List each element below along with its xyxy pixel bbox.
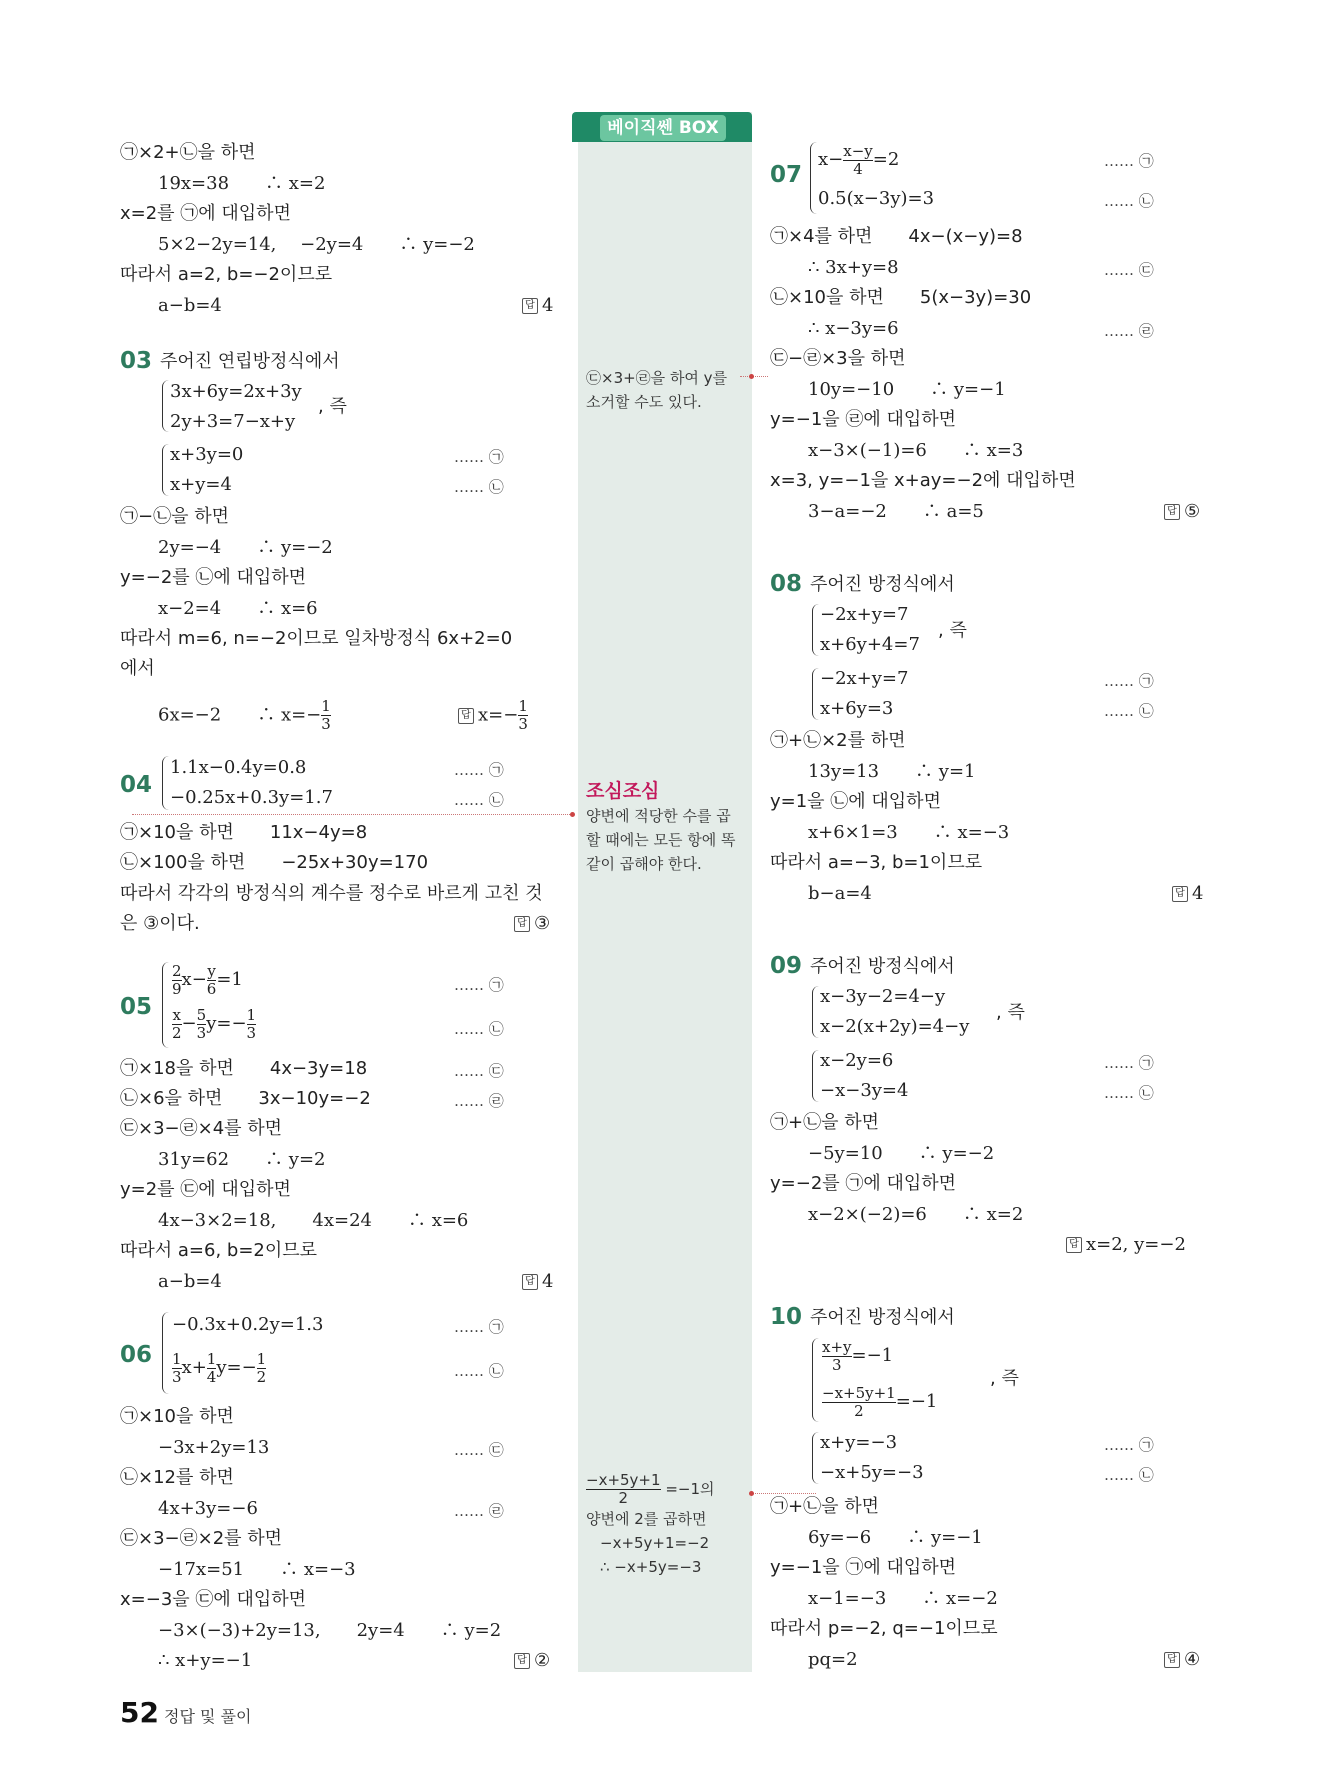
equation-tag: …… ㉡ [1104, 702, 1154, 720]
equation-tag: …… ㉡ [454, 1362, 504, 1380]
equation-tag: …… ㉠ [454, 448, 504, 466]
solution-line: a−b=4 [158, 1271, 222, 1292]
solution-line: x=−3을 ㉢에 대입하면 [120, 1589, 307, 1610]
answer: 답 4 [522, 295, 553, 317]
equation: x−3y−2=4−y [820, 986, 946, 1007]
equation-tag: …… ㉡ [454, 791, 504, 809]
solution-line: 주어진 방정식에서 [810, 956, 955, 977]
equation: x−2y=6 [820, 1050, 894, 1071]
solution-line: ㉠+㉡×2를 하면 [770, 730, 906, 751]
brace [812, 668, 819, 720]
equation: x−2(x+2y)=4−y [820, 1016, 970, 1037]
box-note-1-line: ㉢×3+㉣을 하여 y를 [586, 369, 728, 387]
equation: x+y=4 [170, 474, 232, 495]
solution-line: 주어진 연립방정식에서 [160, 351, 340, 372]
solution-line: ㉡×100을 하면 −25x+30y=170 [120, 852, 429, 873]
answer-icon: 답 [514, 916, 530, 932]
equation-tag: …… ㉠ [1104, 1054, 1154, 1072]
solution-line: , 즉 [990, 1368, 1019, 1389]
equation: −x−3y=4 [820, 1080, 909, 1101]
equation: $\frac{2}{9}$ x− $\frac{y}{6}$ =1 [172, 961, 243, 998]
basic-box-column [578, 112, 752, 1672]
brace [162, 1312, 169, 1394]
fraction: $\frac{5}{3}$ [196, 1005, 207, 1042]
solution-line: −5y=10 ∴ y=−2 [808, 1143, 995, 1164]
fraction: $\frac{1}{3}$ [321, 697, 331, 733]
solution-line: ㉠×4를 하면 4x−(x−y)=8 [770, 226, 1023, 247]
solution-line: x=2를 ㉠에 대입하면 [120, 203, 291, 224]
equation: 3x+6y=2x+3y [170, 381, 302, 402]
solution-line: ∴ x−3y=6 [808, 318, 899, 339]
problem-number: 10 [770, 1304, 803, 1330]
brace [812, 604, 819, 656]
solution-line: 2y=−4 ∴ y=−2 [158, 537, 333, 558]
problem-number: 04 [120, 772, 153, 798]
connector-line [740, 376, 768, 377]
problem-number: 06 [120, 1342, 153, 1368]
solution-line: ㉠+㉡을 하면 [770, 1496, 879, 1517]
equation-tag: …… ㉡ [1104, 1084, 1154, 1102]
equation-tag: …… ㉠ [454, 761, 504, 779]
solution-line: x−2=4 ∴ x=6 [158, 598, 318, 619]
solution-line: y=−2를 ㉠에 대입하면 [770, 1173, 957, 1194]
solution-line: x−3×(−1)=6 ∴ x=3 [808, 440, 1024, 461]
solution-line: y=−1을 ㉣에 대입하면 [770, 409, 957, 430]
solution-line: 10y=−10 ∴ y=−1 [808, 379, 1006, 400]
solution-line: −3×(−3)+2y=13, 2y=4 ∴ y=2 [158, 1620, 502, 1641]
solution-line: 따라서 a=6, b=2이므로 [120, 1240, 318, 1261]
solution-line: ㉡×12를 하면 [120, 1467, 234, 1488]
solution-line: b−a=4 [808, 883, 872, 904]
solution-line: −17x=51 ∴ x=−3 [158, 1559, 356, 1580]
solution-line: ㉠×18을 하면 4x−3y=18 [120, 1058, 368, 1079]
solution-line: y=−1을 ㉠에 대입하면 [770, 1557, 957, 1578]
solution-line: 따라서 a=2, b=−2이므로 [120, 264, 333, 285]
caution-note [586, 804, 746, 876]
brace [162, 756, 169, 810]
answer: 답 4 [522, 1271, 553, 1293]
box-note-3-line: −x+5y+1=−2 [600, 1534, 710, 1552]
equation-tag: …… ㉠ [1104, 152, 1154, 170]
equation: 2y+3=7−x+y [170, 411, 296, 432]
equation-tag: …… ㉠ [454, 976, 504, 994]
solution-line: 3−a=−2 ∴ a=5 [808, 501, 984, 522]
answer-icon: 답 [458, 708, 474, 724]
fraction: $\frac{1}{3}$ [172, 1349, 182, 1386]
equation-tag: …… ㉡ [454, 478, 504, 496]
equation: −x+5y=−3 [820, 1462, 924, 1483]
equation-tag: …… ㉡ [1104, 192, 1154, 210]
brace [812, 986, 819, 1038]
solution-line: 19x=38 ∴ x=2 [158, 173, 326, 194]
solution-line: 따라서 a=−3, b=1이므로 [770, 852, 983, 873]
answer: 답 x=2, y=−2 [1066, 1234, 1186, 1256]
answer: 답 4 [1172, 883, 1203, 905]
equation: −0.25x+0.3y=1.7 [170, 787, 333, 808]
solution-line: y=−2를 ㉡에 대입하면 [120, 567, 307, 588]
equation-tag: …… ㉡ [454, 1020, 504, 1038]
brace [162, 380, 169, 432]
fraction: $\frac{x}{2}$ [172, 1005, 182, 1042]
brace [812, 1050, 819, 1102]
solution-line: 은 ③이다. [120, 913, 200, 934]
solution-line: ∴ x+y=−1 [158, 1650, 253, 1671]
equation: $\frac{1}{3}$ x+ $\frac{1}{4}$ y=− $\frac{1}{2}$ [172, 1349, 267, 1386]
solution-line: pq=2 [808, 1649, 858, 1670]
solution-line: ㉡×6을 하면 3x−10y=−2 [120, 1088, 371, 1109]
caution-line: 같이 곱해야 한다. [586, 855, 702, 873]
answer-icon: 답 [1164, 1652, 1180, 1668]
solution-line: ㉠×10을 하면 11x−4y=8 [120, 822, 368, 843]
equation: x+y=−3 [820, 1432, 898, 1453]
equation: x+3y=0 [170, 444, 244, 465]
solution-line: 따라서 m=6, n=−2이므로 일차방정식 6x+2=0 [120, 628, 513, 649]
equation-tag: …… ㉣ [454, 1502, 504, 1520]
equation: $\frac{-x+5y+1}{2}$ =−1 [822, 1383, 938, 1420]
solution-line: ㉡×10을 하면 5(x−3y)=30 [770, 287, 1032, 308]
answer: 답 ② [514, 1650, 550, 1672]
solution-line: 13y=13 ∴ y=1 [808, 761, 976, 782]
equation: −2x+y=7 [820, 604, 909, 625]
solution-line: 5×2−2y=14, −2y=4 ∴ y=−2 [158, 234, 475, 255]
connector-line [752, 1493, 816, 1494]
box-note-3-line: ∴ −x+5y=−3 [600, 1558, 702, 1576]
answer: 답 ⑤ [1164, 501, 1200, 523]
fraction: $\frac{1}{3}$ [246, 1005, 257, 1042]
connector-line [132, 814, 572, 815]
solution-line: ㉢−㉣×3을 하면 [770, 348, 906, 369]
solution-line: 주어진 방정식에서 [810, 574, 955, 595]
fraction: $\frac{y}{6}$ [206, 961, 217, 998]
fraction: $\frac{1}{2}$ [256, 1349, 267, 1386]
solution-line: 6x=−2 ∴ x=− $\frac{1}{3}$ [158, 697, 331, 733]
solution-line: ㉢×3−㉣×2를 하면 [120, 1528, 283, 1549]
answer-icon: 답 [514, 1653, 530, 1669]
solution-line: y=1을 ㉡에 대입하면 [770, 791, 941, 812]
solution-line: , 즉 [996, 1002, 1025, 1023]
solution-line: ㉠−㉡을 하면 [120, 506, 229, 527]
fraction: $\frac{-x+5y+1}{2}$ [586, 1471, 661, 1507]
equation: x+6y+4=7 [820, 634, 920, 655]
equation-tag: …… ㉣ [454, 1092, 504, 1110]
solution-line: 에서 [120, 658, 155, 679]
equation-tag: …… ㉠ [1104, 1436, 1154, 1454]
solution-line: , 즉 [318, 396, 347, 417]
answer-icon: 답 [1164, 504, 1180, 520]
caution-line: 할 때에는 모든 항에 똑 [586, 831, 736, 849]
answer-icon: 답 [1172, 886, 1188, 902]
solution-line: x−1=−3 ∴ x=−2 [808, 1588, 998, 1609]
box-note-1 [586, 366, 746, 414]
equation-tag: …… ㉢ [1104, 261, 1154, 279]
caution-line: 양변에 적당한 수를 곱 [586, 807, 731, 825]
solution-line: x=3, y=−1을 x+ay=−2에 대입하면 [770, 470, 1076, 491]
footer-label: 정답 및 풀이 [164, 1707, 252, 1726]
solution-line: x+6×1=3 ∴ x=−3 [808, 822, 1010, 843]
caution-title: 조심조심 [586, 780, 660, 802]
box-note-3-line: 양변에 2를 곱하면 [586, 1510, 707, 1528]
answer: 답 x=− $\frac{1}{3}$ [458, 698, 528, 733]
solution-line: −3x+2y=13 [158, 1437, 270, 1458]
brace [812, 1432, 819, 1484]
equation: $\frac{x}{2}$ − $\frac{5}{3}$ y=− $\frac{1}{3}$ [172, 1005, 257, 1042]
solution-line: 31y=62 ∴ y=2 [158, 1149, 326, 1170]
solution-line: ㉢×3−㉣×4를 하면 [120, 1118, 283, 1139]
solution-line: ㉠×2+㉡을 하면 [120, 142, 256, 163]
problem-number: 08 [770, 571, 803, 597]
equation: $\frac{x+y}{3}$ =−1 [822, 1337, 894, 1374]
equation: x− $\frac{x-y}{4}$ =2 [818, 141, 900, 178]
solution-line: 4x−3×2=18, 4x=24 ∴ x=6 [158, 1210, 469, 1231]
equation-tag: …… ㉢ [454, 1441, 504, 1459]
equation: 0.5(x−3y)=3 [818, 188, 935, 209]
solution-line: y=2를 ㉢에 대입하면 [120, 1179, 291, 1200]
answer-icon: 답 [522, 1274, 538, 1290]
problem-number: 07 [770, 162, 803, 188]
equation: x+6y=3 [820, 698, 894, 719]
equation: −0.3x+0.2y=1.3 [172, 1314, 324, 1335]
solution-line: 주어진 방정식에서 [810, 1307, 955, 1328]
equation: −2x+y=7 [820, 668, 909, 689]
answer: 답 ③ [514, 913, 550, 935]
solution-line: 따라서 p=−2, q=−1이므로 [770, 1618, 998, 1639]
equation: 1.1x−0.4y=0.8 [170, 757, 307, 778]
connector-dot [749, 374, 754, 379]
brace [162, 962, 169, 1048]
answer-icon: 답 [1066, 1237, 1082, 1253]
equation-tag: …… ㉠ [1104, 672, 1154, 690]
brace [812, 1338, 819, 1422]
equation-tag: …… ㉡ [1104, 1466, 1154, 1484]
answer: 답 ④ [1164, 1649, 1200, 1671]
brace [162, 444, 169, 496]
solution-line: x−2×(−2)=6 ∴ x=2 [808, 1204, 1024, 1225]
box-header-label: 베이직쎈 BOX [600, 115, 726, 141]
equation-tag: …… ㉢ [454, 1062, 504, 1080]
solution-line: ∴ 3x+y=8 [808, 257, 899, 278]
fraction: $\frac{1}{4}$ [206, 1349, 217, 1386]
box-note-3: $\frac{-x+5y+1}{2}$ =−1의 양변에 2를 곱하면 −x+5y+1=−2 ∴ −x+5y=−3 [586, 1472, 756, 1579]
problem-number: 05 [120, 994, 153, 1020]
page-number: 52 [120, 1696, 159, 1729]
answer-icon: 답 [522, 298, 538, 314]
fraction: $\frac{-x+5y+1}{2}$ [822, 1383, 896, 1420]
fraction: $\frac{x-y}{4}$ [843, 141, 873, 178]
problem-number: 03 [120, 348, 153, 374]
solution-line: , 즉 [938, 620, 967, 641]
fraction: $\frac{x+y}{3}$ [822, 1337, 852, 1374]
brace [810, 142, 817, 214]
solution-line: ㉠×10을 하면 [120, 1406, 234, 1427]
box-note-1-line: 소거할 수도 있다. [586, 393, 702, 411]
fraction: $\frac{2}{9}$ [172, 961, 182, 998]
connector-dot [570, 812, 575, 817]
solution-line: 6y=−6 ∴ y=−1 [808, 1527, 983, 1548]
solution-line: a−b=4 [158, 295, 222, 316]
solution-line: 따라서 각각의 방정식의 계수를 정수로 바르게 고친 것 [120, 883, 543, 904]
fraction: $\frac{1}{3}$ [518, 697, 528, 733]
equation-tag: …… ㉠ [454, 1318, 504, 1336]
solution-line: 4x+3y=−6 [158, 1498, 258, 1519]
problem-number: 09 [770, 953, 803, 979]
equation-tag: …… ㉣ [1104, 322, 1154, 340]
solution-line: ㉠+㉡을 하면 [770, 1112, 879, 1133]
connector-dot [749, 1491, 754, 1496]
